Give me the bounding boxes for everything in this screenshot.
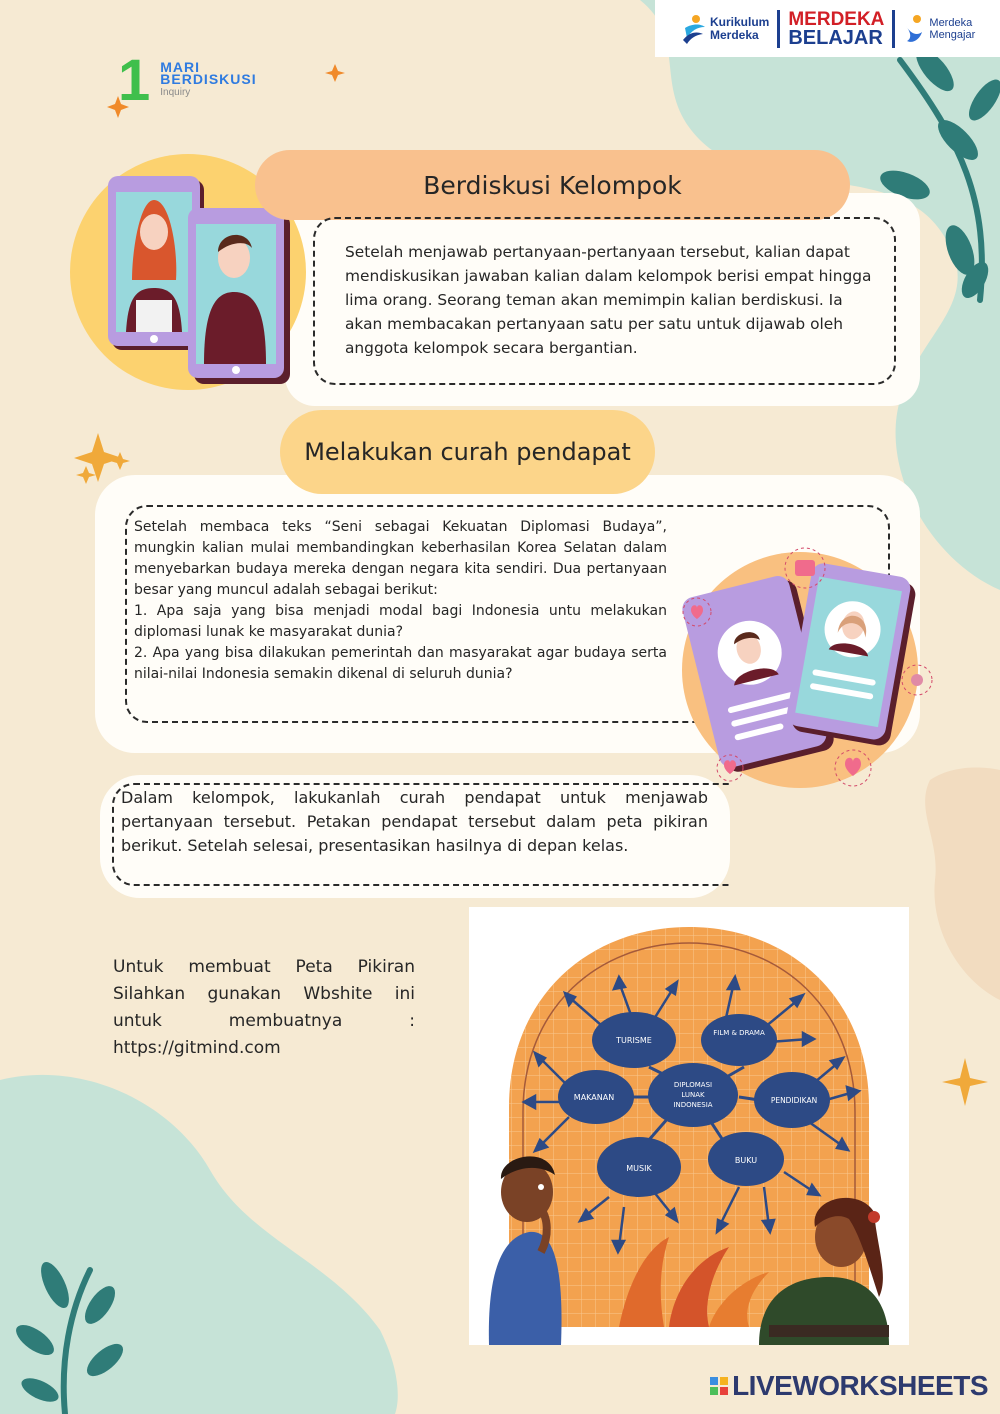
kurikulum-line1: Kurikulum <box>710 14 770 29</box>
merdeka-belajar-line1: MERDEKA <box>788 8 885 30</box>
section1-text: Setelah menjawab pertanyaan-pertanyaan tersebut, kalian dapat mendiskusikan jawaban kalian dalam kelompok berisi empat hingga lima orang. Seorang teman akan memimpin kalian berdiskusi. Ia akan membacakan pertanyaan satu per satu untuk dijawab oleh anggota kelompok secara bergantian. <box>345 243 872 357</box>
student-left <box>489 1156 562 1345</box>
merdeka-mengajar-icon <box>903 14 925 44</box>
merdeka-mengajar-line1: Merdeka <box>929 16 973 29</box>
kurikulum-icon <box>681 14 707 44</box>
section2-text <box>134 517 667 685</box>
liveworksheets-brand <box>710 1370 988 1402</box>
section2-title-pill <box>280 410 655 494</box>
node-musik: MUSIK <box>626 1164 652 1173</box>
node-buku: BUKU <box>734 1156 758 1165</box>
section-badge <box>118 48 257 113</box>
node-center-1: DIPLOMASI <box>673 1081 713 1089</box>
brand-text: LIVEWORKSHEETS <box>732 1370 988 1401</box>
section3-text: Dalam kelompok, lakukanlah curah pendapat untuk menjawab pertanyaan tersebut. Petakan pendapat tersebut dalam peta pikiran berikut. Setelah selesai, presentasikan hasilnya di depan kelas. <box>121 788 708 855</box>
liveworksheets-icon <box>710 1377 728 1395</box>
merdeka-mengajar-logo <box>903 14 975 44</box>
header-logos <box>655 0 1000 57</box>
section2-title: Melakukan curah pendapat <box>304 438 631 466</box>
node-film: FILM & DRAMA <box>713 1029 765 1037</box>
merdeka-belajar-line2: BELAJAR <box>788 26 883 49</box>
node-turisme: TURISME <box>616 1036 652 1045</box>
logo-divider <box>892 10 895 48</box>
mindmap-note: Untuk membuat Peta Pikiran Silahkan gunakan Wbshite ini untuk membuatnya : https://gitmind.com <box>113 957 415 1058</box>
section1-title-pill <box>255 150 850 220</box>
chat-phones-illustration <box>675 540 940 790</box>
node-center-3: INDONESIA <box>673 1101 713 1109</box>
mindmap-illustration <box>469 907 909 1345</box>
kurikulum-merdeka-logo <box>681 14 769 44</box>
merdeka-mengajar-line2: Mengajar <box>929 28 976 41</box>
badge-line3: Inquiry <box>160 87 191 98</box>
section1-title: Berdiskusi Kelompok <box>423 170 682 200</box>
badge-line2: BERDISKUSI <box>160 71 257 87</box>
badge-line1: MARI <box>160 59 201 75</box>
kurikulum-line2: Merdeka <box>710 27 759 42</box>
section2-question-1: 1. Apa saja yang bisa menjadi modal bagi Indonesia untu melakukan diplomasi lunak ke masyarakat dunia? <box>134 603 667 640</box>
logo-divider <box>777 10 780 48</box>
node-makanan: MAKANAN <box>573 1093 615 1102</box>
section2-intro: Setelah membaca teks “Seni sebagai Kekuatan Diplomasi Budaya”, mungkin kalian mulai membandingkan keberhasilan Korea Selatan dalam menyebarkan budaya mereka dengan negara kita sendiri. Dua pertanyaan besar yang muncul adalah sebagai berikut: <box>134 519 667 598</box>
merdeka-belajar-logo <box>788 10 884 48</box>
node-pendidikan: PENDIDIKAN <box>770 1096 818 1105</box>
node-center-2: LUNAK <box>681 1091 705 1099</box>
section2-question-2: 2. Apa yang bisa dilakukan pemerintah dan masyarakat agar budaya serta nilai-nilai Indonesia semakin dikenal di seluruh dunia? <box>134 645 667 682</box>
badge-number: 1 <box>118 48 151 113</box>
